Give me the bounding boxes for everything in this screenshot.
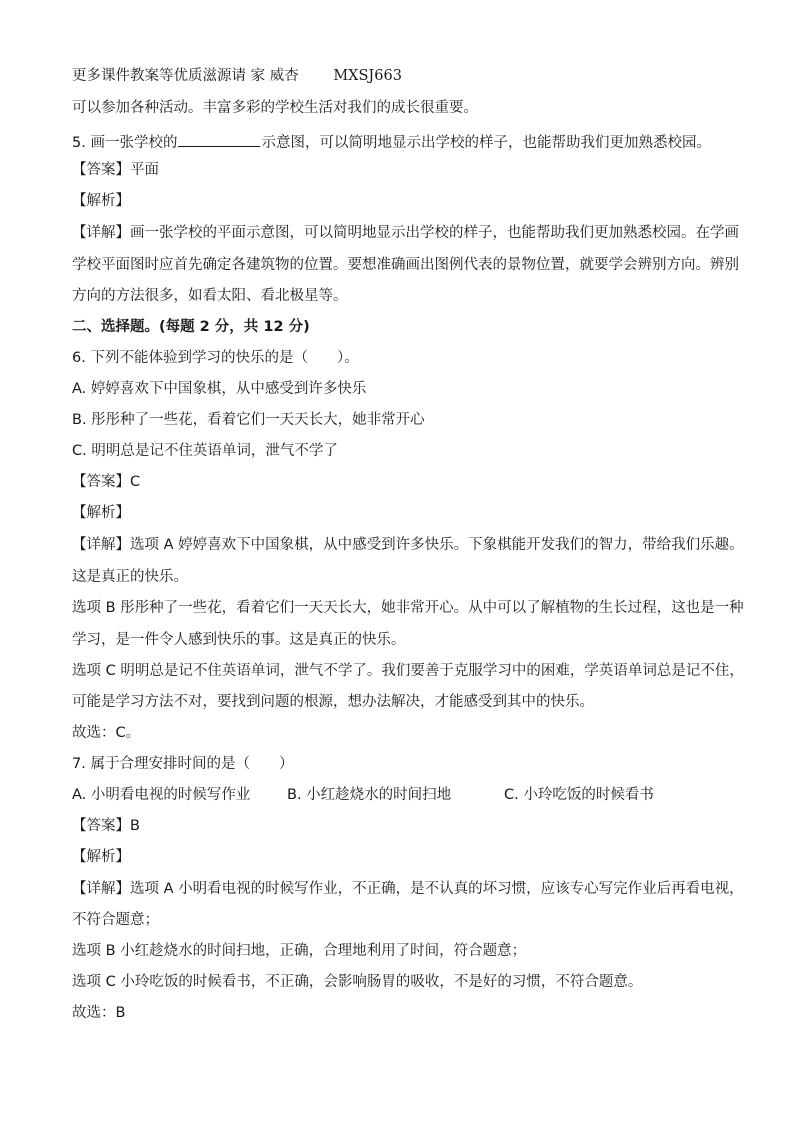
detail-line: 选项 C 明明总是记不住英语单词，泄气不学了。我们要善于克服学习中的困难，学英语单词总是记不住， — [72, 663, 744, 679]
detail-line: 学校平面图时应首先确定各建筑物的位置。要想准确画出图例代表的景物位置，就要学会辨别方向。辨别 — [72, 257, 739, 273]
paragraph-line: 可以参加各种活动。丰富多彩的学校生活对我们的成长很重要。 — [72, 100, 478, 116]
fill-in-blank — [178, 130, 260, 147]
detail-line: 不符合题意； — [72, 912, 159, 928]
question-6: 6. 下列不能体验到学习的快乐的是（ ）。 — [72, 350, 359, 366]
detail-line: 【详解】选项 A 小明看电视的时候写作业，不正确，是不认真的坏习惯，应该专心写完作业后再看电视， — [72, 881, 744, 897]
detail-line: 【详解】画一张学校的平面示意图，可以简明地显示出学校的样子，也能帮助我们更加熟悉校园。在学画 — [72, 225, 739, 241]
header-source-text: 更多课件教案等优质滋源请 家 威杏 — [72, 68, 299, 84]
option-a: A. 婷婷喜欢下中国象棋，从中感受到许多快乐 — [72, 381, 367, 397]
answer-line: 【答案】C — [72, 474, 141, 490]
choice-line: 故选：B — [72, 1005, 126, 1021]
question-5-text-after: 示意图，可以简明地显示出学校的样子，也能帮助我们更加熟悉校园。 — [261, 135, 711, 151]
detail-line: 这是真正的快乐。 — [72, 569, 188, 585]
detail-line: 选项 B 小红趁烧水的时间扫地，正确，合理地利用了时间，符合题意； — [72, 943, 527, 959]
header-code: MXSJ663 — [333, 68, 402, 84]
detail-line: 方向的方法很多，如看太阳、看北极星等。 — [72, 288, 348, 304]
question-7-options — [72, 785, 734, 805]
analysis-heading: 【解析】 — [72, 849, 130, 865]
answer-line: 【答案】B — [72, 818, 140, 834]
page-header — [72, 66, 734, 86]
question-7: 7. 属于合理安排时间的是（ ） — [72, 756, 294, 772]
question-5-text-before: 5. 画一张学校的 — [72, 135, 178, 151]
analysis-heading: 【解析】 — [72, 505, 130, 521]
choice-line: 故选：C。 — [72, 725, 141, 741]
option-b: B. 彤彤种了一些花，看着它们一天天长大，她非常开心 — [72, 412, 425, 428]
detail-line: 【详解】选项 A 婷婷喜欢下中国象棋，从中感受到许多快乐。下象棋能开发我们的智力，带给我们乐趣。 — [72, 537, 744, 553]
detail-line: 可能是学习方法不对，要找到问题的根源，想办法解决，才能感受到其中的快乐。 — [72, 694, 594, 710]
detail-line: 学习，是一件令人感到快乐的事。这是真正的快乐。 — [72, 632, 406, 648]
option-b: B. 小红趁烧水的时间扫地 — [287, 787, 452, 803]
detail-line: 选项 C 小玲吃饭的时候看书，不正确，会影响肠胃的吸收，不是好的习惯，不符合题意。 — [72, 974, 643, 990]
detail-line: 选项 B 彤彤种了一些花，看着它们一天天长大，她非常开心。从中可以了解植物的生长过程，这也是一种 — [72, 600, 744, 616]
option-c: C. 明明总是记不住英语单词，泄气不学了 — [72, 443, 338, 459]
question-5 — [72, 130, 734, 153]
option-a: A. 小明看电视的时候写作业 — [72, 787, 251, 803]
section-heading: 二、选择题。(每题 2 分，共 12 分) — [72, 319, 310, 335]
answer-line: 【答案】平面 — [72, 162, 159, 178]
option-c: C. 小玲吃饭的时候看书 — [504, 787, 654, 803]
analysis-heading: 【解析】 — [72, 193, 130, 209]
